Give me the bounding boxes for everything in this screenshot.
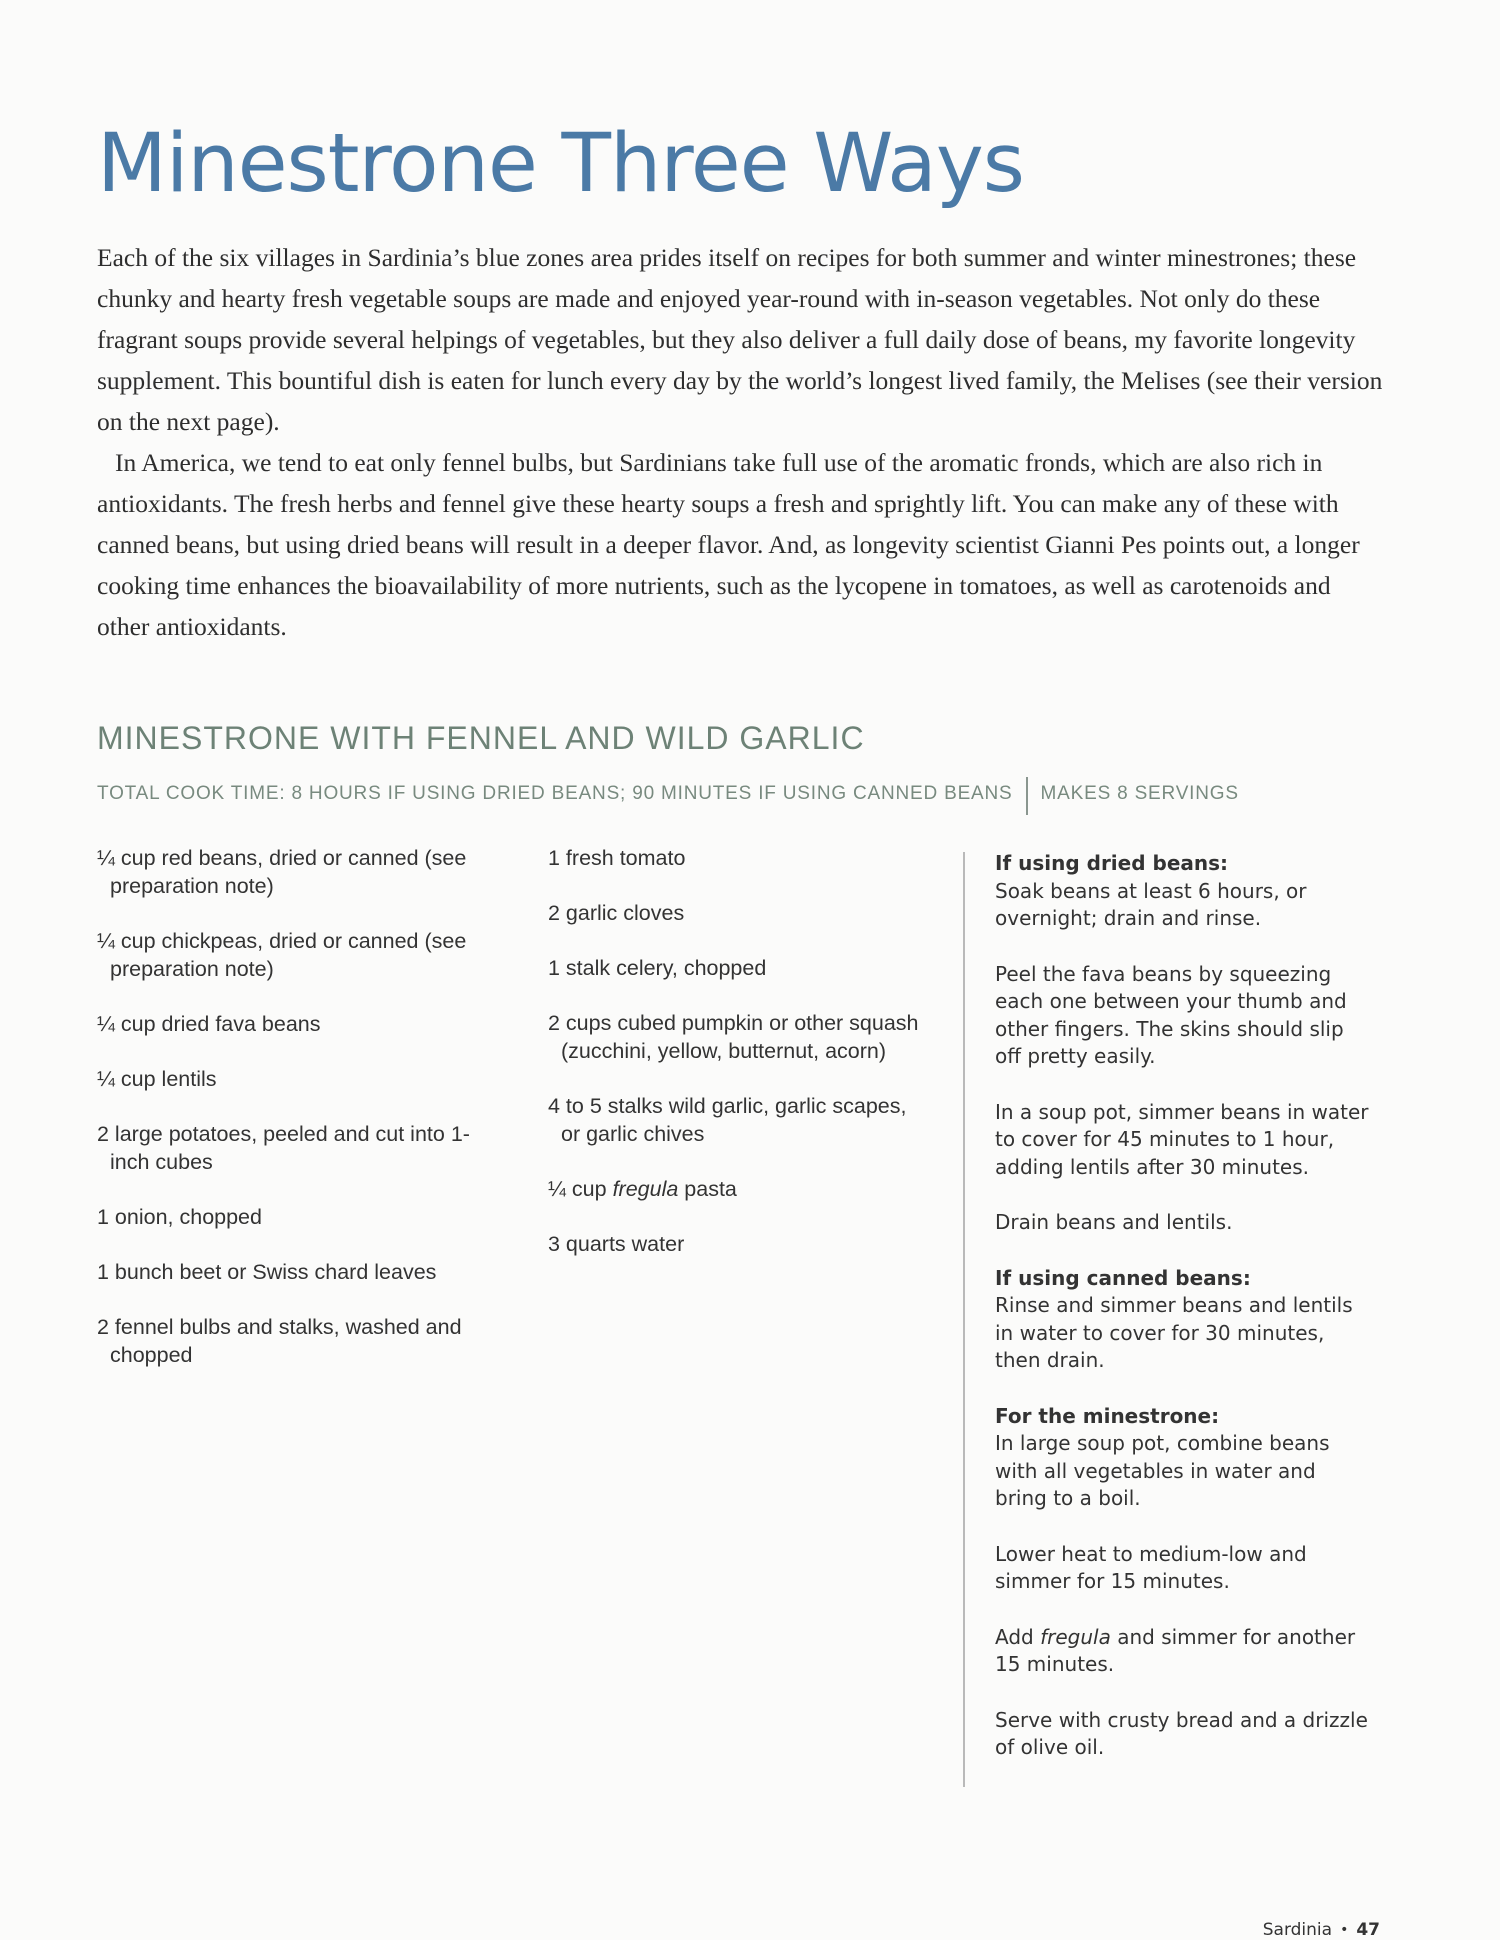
method-column xyxy=(995,850,1370,1790)
column-divider xyxy=(963,852,965,1787)
method-step-lower: Lower heat to medium-low and simmer for 15 minutes. xyxy=(995,1541,1307,1593)
intro-paragraph-2: In America, we tend to eat only fennel bulbs, but Sardinians take full use of the aromatic fronds, which are also rich in antioxidants. The fresh herbs and fennel give these hearty soups a fresh and sprightly lift. You can make any of these with canned beans, but using dried beans will result in a deeper flavor. And, as longevity scientist Gianni Pes points out, a longer cooking time enhances the bioavailability of more nutrients, such as the lycopene in tomatoes, as well as carotenoids and other antioxidants. xyxy=(97,448,1360,641)
ingredient-item: ¼ cup lentils xyxy=(97,1067,217,1091)
fregula-word: fregula xyxy=(612,1177,679,1201)
recipe-meta xyxy=(97,775,1239,813)
ingredient-item: 2 cups cubed pumpkin or other squash (zucchini, yellow, butternut, acorn) xyxy=(548,1011,919,1063)
method-step-minestrone xyxy=(995,1403,1370,1513)
add-rest: and simmer for another 15 minutes. xyxy=(995,1624,1356,1676)
servings: MAKES 8 SERVINGS xyxy=(1040,783,1239,804)
method-step-fava: Peel the fava beans by squeezing each one between your thumb and other fingers. The skins should slip off pretty easily. xyxy=(995,961,1347,1068)
ingredient-item: ¼ cup dried fava beans xyxy=(97,1012,321,1036)
page-title: Minestrone Three Ways xyxy=(97,117,1024,211)
method-step-serve: Serve with crusty bread and a drizzle of olive oil. xyxy=(995,1707,1368,1759)
ingredient-item: 2 large potatoes, peeled and cut into 1-inch cubes xyxy=(97,1122,470,1174)
step-heading: If using canned beans: xyxy=(995,1265,1251,1290)
step-heading: If using dried beans: xyxy=(995,851,1229,875)
ingredients-column-1 xyxy=(97,844,497,1396)
page-footer xyxy=(1263,1920,1380,1940)
ingredient-item: 1 onion, chopped xyxy=(97,1205,262,1229)
meta-divider xyxy=(1026,777,1028,815)
add-fregula: fregula xyxy=(1040,1624,1111,1649)
ingredient-item: ¼ cup red beans, dried or canned (see preparation note) xyxy=(97,846,467,898)
ingredient-item: 1 stalk celery, chopped xyxy=(548,956,767,980)
add-word: Add xyxy=(995,1624,1034,1649)
page-number: 47 xyxy=(1356,1920,1380,1940)
ingredient-item: 2 fennel bulbs and stalks, washed and chopped xyxy=(97,1315,462,1367)
intro-text xyxy=(97,237,1387,647)
ingredients-column-2 xyxy=(548,844,928,1285)
method-step-drain: Drain beans and lentils. xyxy=(995,1210,1233,1234)
footer-section: Sardinia xyxy=(1262,1920,1333,1940)
ingredient-item: ¼ cup chickpeas, dried or canned (see preparation note) xyxy=(97,929,467,981)
recipe-title: MINESTRONE WITH FENNEL AND WILD GARLIC xyxy=(97,720,865,756)
cook-time: TOTAL COOK TIME: 8 HOURS IF USING DRIED BEANS; 90 MINUTES IF USING CANNED BEANS xyxy=(97,783,1013,804)
fregula-rest: pasta xyxy=(684,1177,737,1201)
ingredient-fregula xyxy=(548,1175,928,1203)
method-step-dried xyxy=(995,850,1370,933)
method-step-canned xyxy=(995,1265,1370,1375)
ingredient-item: 1 fresh tomato xyxy=(548,846,686,870)
intro-paragraph-1: Each of the six villages in Sardinia’s blue zones area prides itself on recipes for both summer and winter minestrones; these chunky and hearty fresh vegetable soups are made and enjoyed year-round with in-season vegetables. Not only do these fragrant soups provide several helpings of vegetables, but they also deliver a full daily dose of beans, my favorite longevity supplement. This bountiful dish is eaten for lunch every day by the world’s longest lived family, the Melises (see their version on the next page). xyxy=(97,243,1383,436)
ingredient-item: 2 garlic cloves xyxy=(548,901,685,925)
method-step-simmer: In a soup pot, simmer beans in water to cover for 45 minutes to 1 hour, adding lentils after 30 minutes. xyxy=(995,1099,1369,1179)
fregula-qty: ¼ cup xyxy=(548,1177,607,1201)
step-text: Rinse and simmer beans and lentils in water to cover for 30 minutes, then drain. xyxy=(995,1293,1353,1372)
method-step-add xyxy=(995,1624,1370,1679)
footer-bullet: • xyxy=(1340,1922,1349,1938)
ingredient-item: 3 quarts water xyxy=(548,1232,685,1256)
step-text: In large soup pot, combine beans with all vegetables in water and bring to a boil. xyxy=(995,1431,1330,1510)
ingredient-item: 4 to 5 stalks wild garlic, garlic scapes, or garlic chives xyxy=(548,1094,907,1146)
step-heading: For the minestrone: xyxy=(995,1403,1220,1428)
step-text: Soak beans at least 6 hours, or overnight; drain and rinse. xyxy=(995,878,1307,930)
ingredient-item: 1 bunch beet or Swiss chard leaves xyxy=(97,1260,437,1284)
